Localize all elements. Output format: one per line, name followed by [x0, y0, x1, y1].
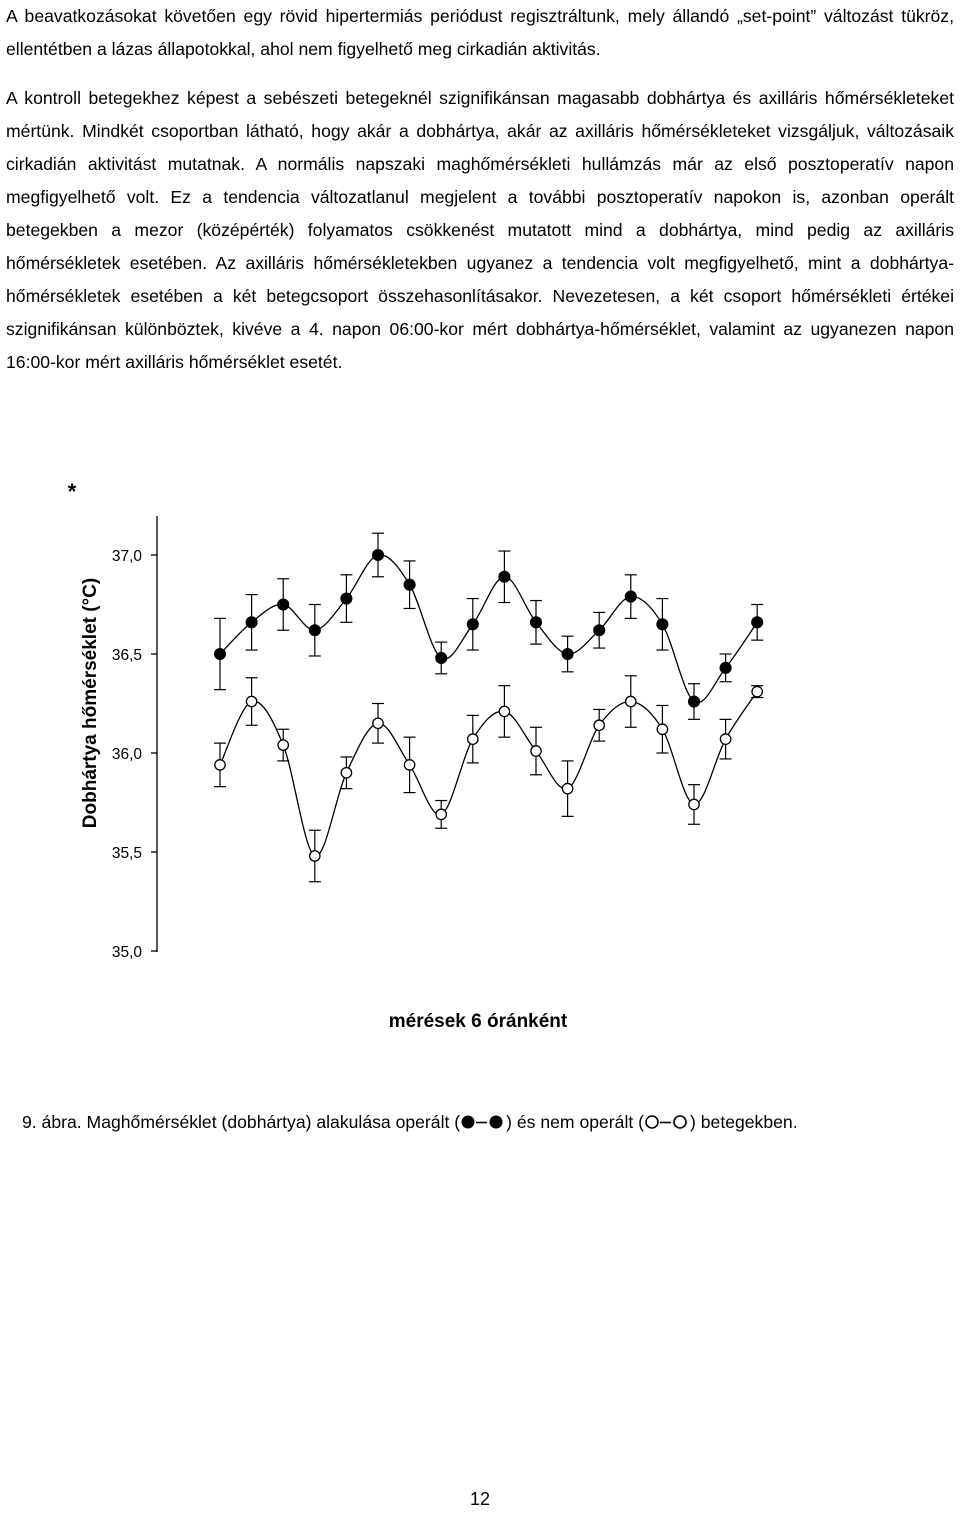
chart-annotation: *	[67, 479, 77, 504]
open-data-point	[468, 734, 478, 744]
open-data-point	[341, 768, 351, 778]
y-tick-label: 35,0	[111, 944, 142, 961]
open-data-point	[626, 696, 636, 706]
open-data-point	[594, 720, 604, 730]
series-1-line	[220, 555, 757, 703]
filled-data-point	[752, 617, 763, 628]
open-data-point	[278, 740, 288, 750]
temperature-chart	[0, 470, 960, 1060]
open-data-point	[499, 706, 509, 716]
plot-area	[214, 533, 763, 881]
open-data-point	[436, 809, 446, 819]
caption-prefix: 9. ábra. Maghőmérséklet (dobhártya) alakulása operált (	[22, 1112, 461, 1132]
paragraph-2-text: A kontroll betegekhez képest a sebészeti betegeknél szignifikánsan magasabb dobhártya és axilláris hőmérsékleteket mértünk. Mindkét csoportban látható, hogy akár a dobhártya, akár az axilláris hőmérsékleteket vizsgáljuk, változásaik cirkadián aktivitást mutatnak. A normális napszaki maghőmérsékleti hullámzás már az első posztoperatív napon megfigyelhető volt. Ez a tendencia változatlanul megjelent a további posztoperatív napokon is, azonban operált betegekben a mezor (középérték) folyamatos csökkenést mutatott mind a dobhártya, mind pedig az axilláris hőmérsékletek esetében. Az axilláris hőmérsékletekben ugyanez a tendencia volt megfigyelhető, mint a dobhártya-hőmérsékletek esetében a két betegcsoport összehasonlításakor. Nevezetesen, a két csoport hőmérsékleti értékei szignifikánsan különböztek, kivéve a 4. napon 06:00-kor mért dobhártya-hőmérséklet, valamint az ugyanezen napon 16:00-kor mért axilláris hőmérséklet esetét.	[6, 88, 954, 372]
open-data-point	[310, 851, 320, 861]
y-tick-label: 36,5	[111, 647, 142, 664]
filled-data-point	[404, 579, 415, 590]
paragraph-1	[6, 0, 954, 66]
caption-suffix: ) betegekben.	[690, 1112, 798, 1132]
paragraph-1-text: A beavatkozásokat követően egy rövid hipertermiás periódust regisztráltunk, mely állandó „set-point” változást tükröz, ellentétben a lázas állapotokkal, ahol nem figyelhető meg cirkadián aktivitás.	[6, 6, 954, 59]
y-tick-label: 37,0	[111, 548, 142, 565]
filled-circle-legend-icon	[460, 1114, 506, 1130]
filled-data-point	[467, 619, 478, 630]
filled-data-point	[215, 649, 226, 660]
open-data-point	[657, 724, 667, 734]
open-data-point	[562, 783, 572, 793]
open-data-point	[373, 718, 383, 728]
filled-data-point	[657, 619, 668, 630]
open-data-point	[215, 760, 225, 770]
series-2-line	[220, 692, 757, 857]
filled-data-point	[499, 571, 510, 582]
paragraph-2	[6, 82, 954, 379]
filled-data-point	[373, 550, 384, 561]
filled-data-point	[594, 625, 605, 636]
open-data-point	[689, 799, 699, 809]
open-data-point	[752, 686, 762, 696]
figure-caption	[22, 1112, 798, 1133]
filled-data-point	[278, 599, 289, 610]
filled-data-point	[625, 591, 636, 602]
filled-data-point	[341, 593, 352, 604]
filled-data-point	[436, 653, 447, 664]
y-axis	[112, 516, 157, 961]
caption-middle: ) és nem operált (	[506, 1112, 644, 1132]
open-data-point	[246, 696, 256, 706]
open-data-point	[404, 760, 414, 770]
y-tick-label: 36,0	[111, 746, 142, 763]
open-circle-legend-icon	[644, 1114, 690, 1130]
x-axis-label: mérések 6 óránként	[388, 1011, 568, 1032]
y-axis-label: Dobhártya hőmérséklet (°C)	[80, 577, 101, 829]
filled-data-point	[531, 617, 542, 628]
chart-svg	[0, 470, 960, 1060]
open-data-point	[531, 746, 541, 756]
filled-data-point	[246, 617, 257, 628]
y-tick-label: 35,5	[111, 845, 142, 862]
filled-data-point	[309, 625, 320, 636]
filled-data-point	[562, 649, 573, 660]
filled-data-point	[720, 662, 731, 673]
page-number: 12	[469, 1489, 491, 1509]
filled-data-point	[689, 696, 700, 707]
open-data-point	[720, 734, 730, 744]
